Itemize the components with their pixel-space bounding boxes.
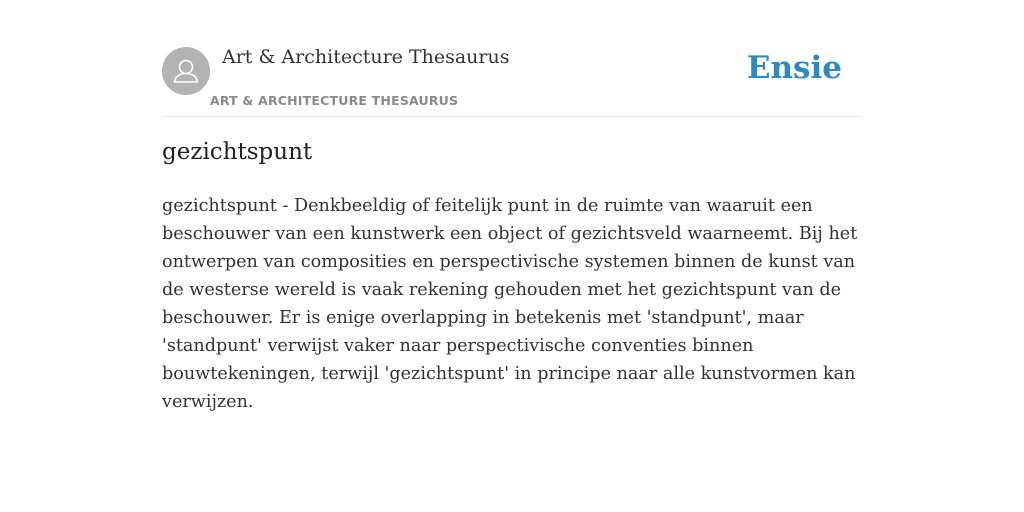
entry-title: gezichtspunt: [162, 139, 313, 165]
entry-definition: gezichtspunt - Denkbeeldig of feitelijk punt in de ruimte van waaruit een beschouwer van een kunstwerk een object of gezichtsveld waarneemt. Bij het ontwerpen van composities en perspectivische systemen binnen de kunst van de westerse wereld is vaak rekening gehouden met het gezichtspunt van de beschouwer. Er is enige overlapping in betekenis met 'standpunt', maar 'standpunt' verwijst vaker naar perspectivische conventies binnen bouwtekeningen, terwijl 'gezichtspunt' in principe naar alle kunstvormen kan verwijzen.: [162, 196, 858, 412]
ensie-logo[interactable]: Ensie: [746, 50, 842, 86]
source-subtitle[interactable]: ART & ARCHITECTURE THESAURUS: [210, 93, 459, 108]
avatar[interactable]: [162, 47, 210, 95]
user-icon: [162, 47, 210, 95]
source-name[interactable]: Art & Architecture Thesaurus: [222, 46, 510, 68]
entry-header: [162, 46, 862, 117]
